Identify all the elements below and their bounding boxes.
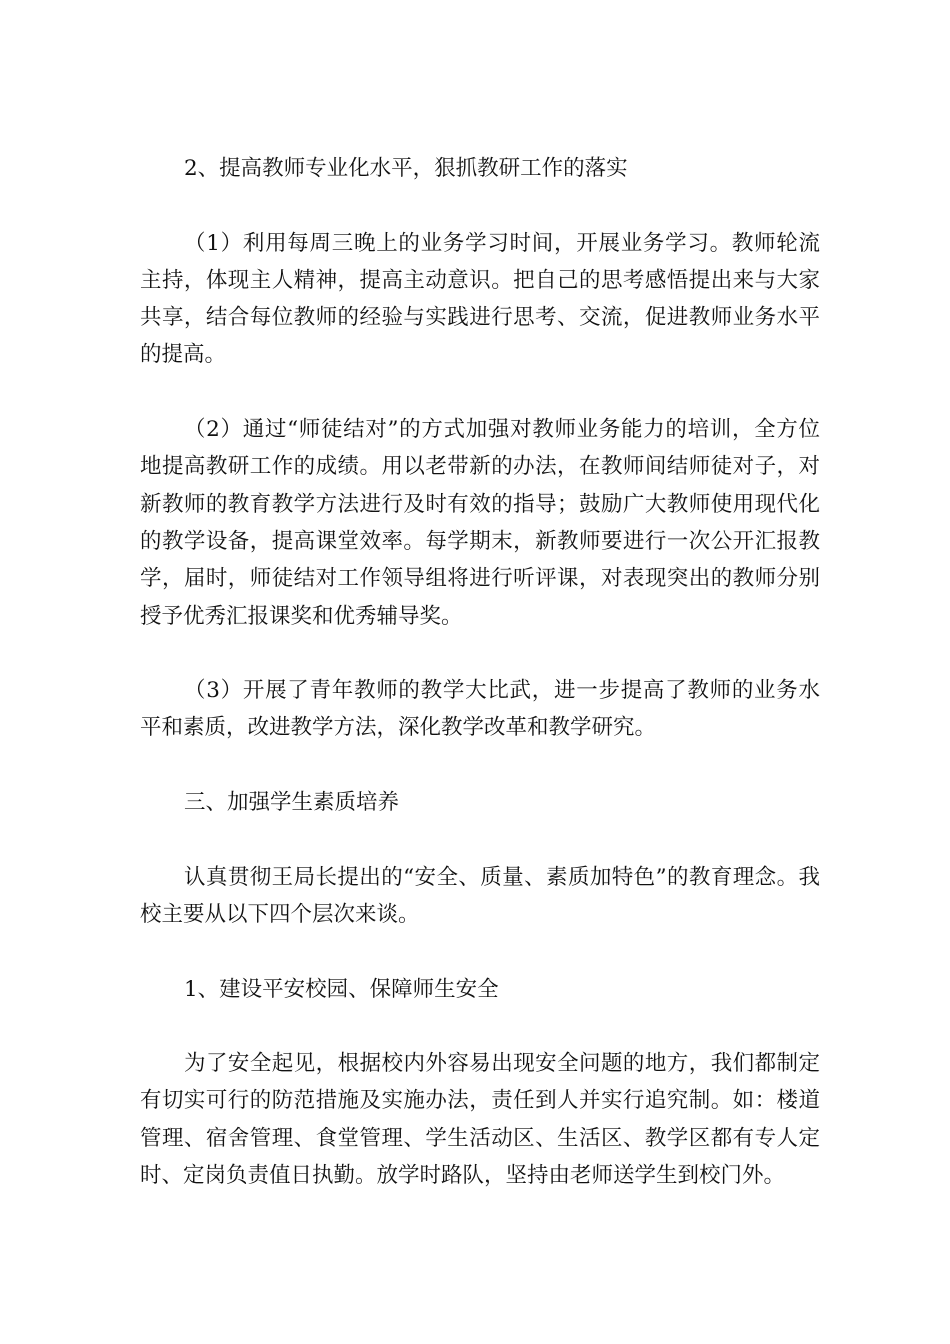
section-heading-teacher-professionalism: 2、提高教师专业化水平，狠抓教研工作的落实 bbox=[184, 156, 628, 181]
section-heading-safe-campus: 1、建设平安校园、保障师生安全 bbox=[184, 976, 499, 1002]
section-heading-student-quality: 三、加强学生素质培养 bbox=[184, 790, 400, 816]
document-body bbox=[140, 150, 820, 1232]
paragraph-mentor-pairing: （2）通过“师徒结对”的方式加强对教师业务能力的培训，全方位地提高教研工作的成绩。用以老带新的办法，在教师间结师徒对子，对新教师的教育教学方法进行及时有效的指导；鼓励广大教师使用现代化的教学设备，提高课堂效率。每学期末，新教师要进行一次公开汇报教学，届时，师徒结对工作领导组将进行听评课，对表现突出的教师分别授予优秀汇报课奖和优秀辅导奖。 bbox=[140, 417, 820, 629]
paragraph-young-teacher-contest: （3）开展了青年教师的教学大比武，进一步提高了教师的业务水平和素质，改进教学方法，深化教学改革和教学研究。 bbox=[140, 678, 820, 741]
paragraph-weekly-study: （1）利用每周三晚上的业务学习时间，开展业务学习。教师轮流主持，体现主人精神，提高主动意识。把自己的思考感悟提出来与大家共享，结合每位教师的经验与实践进行思考、交流，促进教师业务水平的提高。 bbox=[140, 230, 820, 368]
paragraph-safety-measures: 为了安全起见，根据校内外容易出现安全问题的地方，我们都制定有切实可行的防范措施及实施办法，责任到人并实行追究制。如：楼道管理、宿舍管理、食堂管理、学生活动区、生活区、教学区都有专人定时、定岗负责值日执勤。放学时路队，坚持由老师送学生到校门外。 bbox=[140, 1051, 820, 1189]
paragraph-education-philosophy: 认真贯彻王局长提出的“安全、质量、素质加特色”的教育理念。我校主要从以下四个层次来谈。 bbox=[140, 864, 820, 927]
